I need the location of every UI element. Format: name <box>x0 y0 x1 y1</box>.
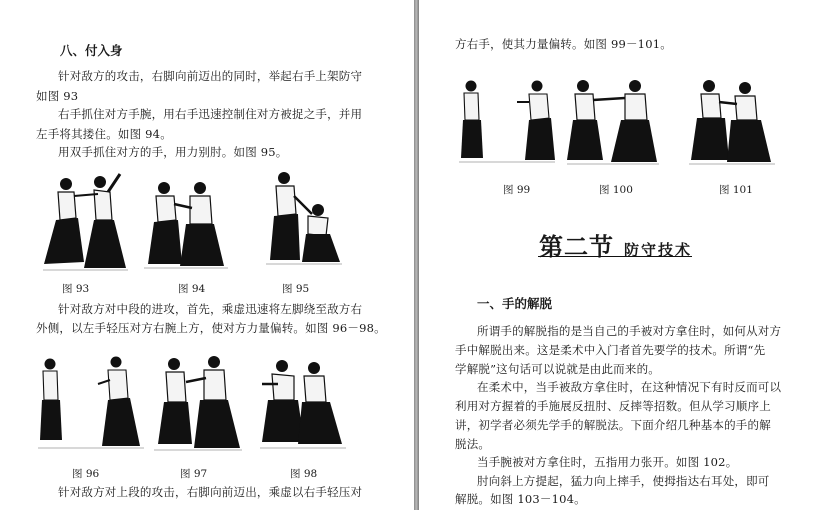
figure-caption: 图 94 <box>178 283 206 295</box>
figure-caption: 图 98 <box>290 468 318 480</box>
right-page <box>419 0 835 510</box>
section-subtitle: 防守技术 <box>624 241 693 259</box>
figure-95-illustration <box>262 168 344 270</box>
body-text-line: 所谓手的解脱指的是当自己的手被对方拿住时，如何从对方 <box>477 324 782 338</box>
figure-100-illustration <box>565 74 661 170</box>
figure-98-illustration <box>258 354 348 454</box>
section-title-underline <box>538 256 692 257</box>
body-text-line: 解脱。如图 103－104。 <box>455 492 586 506</box>
body-text-line: 手中解脱出来。这是柔术中入门者首先要学的技术。所谓“先 <box>455 343 766 357</box>
figure-96-illustration <box>36 354 146 454</box>
figure-caption: 图 95 <box>282 283 310 295</box>
figure-101-illustration <box>687 74 777 170</box>
figure-caption: 图 93 <box>62 283 90 295</box>
section-heading-tsukiirimi: 八、付入身 <box>60 43 123 58</box>
body-text-line: 针对敌方对上段的攻击，右脚向前迈出，乘虚以右手轻压对 <box>58 485 363 499</box>
body-text-line: 左手将其搂住。如图 94。 <box>36 127 172 141</box>
figure-caption: 图 101 <box>719 184 753 196</box>
body-text-line: 学解脱”这句话可以说就是由此而来的。 <box>455 362 660 376</box>
body-text-line: 如图 93 <box>36 89 79 103</box>
section-number: 第二节 <box>539 233 614 261</box>
body-text-line: 当手腕被对方拿住时，五指用力张开。如图 102。 <box>477 455 738 469</box>
body-text-line: 右手抓住对方手腕，用右手迅速控制住对方被捉之手，并用 <box>58 107 363 121</box>
figure-caption: 图 96 <box>72 468 100 480</box>
body-text-line: 肘向斜上方提起，猛力向上摔手，使拇指达右耳处，即可 <box>477 474 770 488</box>
figure-94-illustration <box>140 178 230 274</box>
body-text-line: 针对敌方对中段的进攻，首先，乘虚迅速将左脚绕至敌方右 <box>58 302 363 316</box>
body-text-line: 外侧，以左手轻压对方右腕上方，使对方力量偏转。如图 96－98。 <box>36 321 386 335</box>
left-page <box>0 0 414 510</box>
sub-heading: 一、手的解脱 <box>477 296 553 311</box>
figure-97-illustration <box>152 352 244 456</box>
body-text-line: 讲，初学者必须先学手的解脱法。下面介绍几种基本的手的解 <box>455 418 771 432</box>
body-text-line: 用双手抓住对方的手，用力别肘。如图 95。 <box>58 145 288 159</box>
figure-caption: 图 99 <box>503 184 531 196</box>
body-text-line: 在柔术中，当手被敌方拿住时，在这种情况下有时反而可以 <box>477 380 782 394</box>
body-text-line: 针对敌方的攻击，右脚向前迈出的同时，举起右手上架防守 <box>58 69 363 83</box>
figure-caption: 图 97 <box>180 468 208 480</box>
figure-99-illustration <box>457 76 557 170</box>
body-text-line: 利用对方握着的手施展反扭肘、反摔等招数。但从学习顺序上 <box>455 399 771 413</box>
body-text-line: 方右手，使其力量偏转。如图 99－101。 <box>455 37 672 51</box>
body-text-line: 脱法。 <box>455 437 491 451</box>
figure-93-illustration <box>38 170 133 278</box>
figure-caption: 图 100 <box>599 184 633 196</box>
